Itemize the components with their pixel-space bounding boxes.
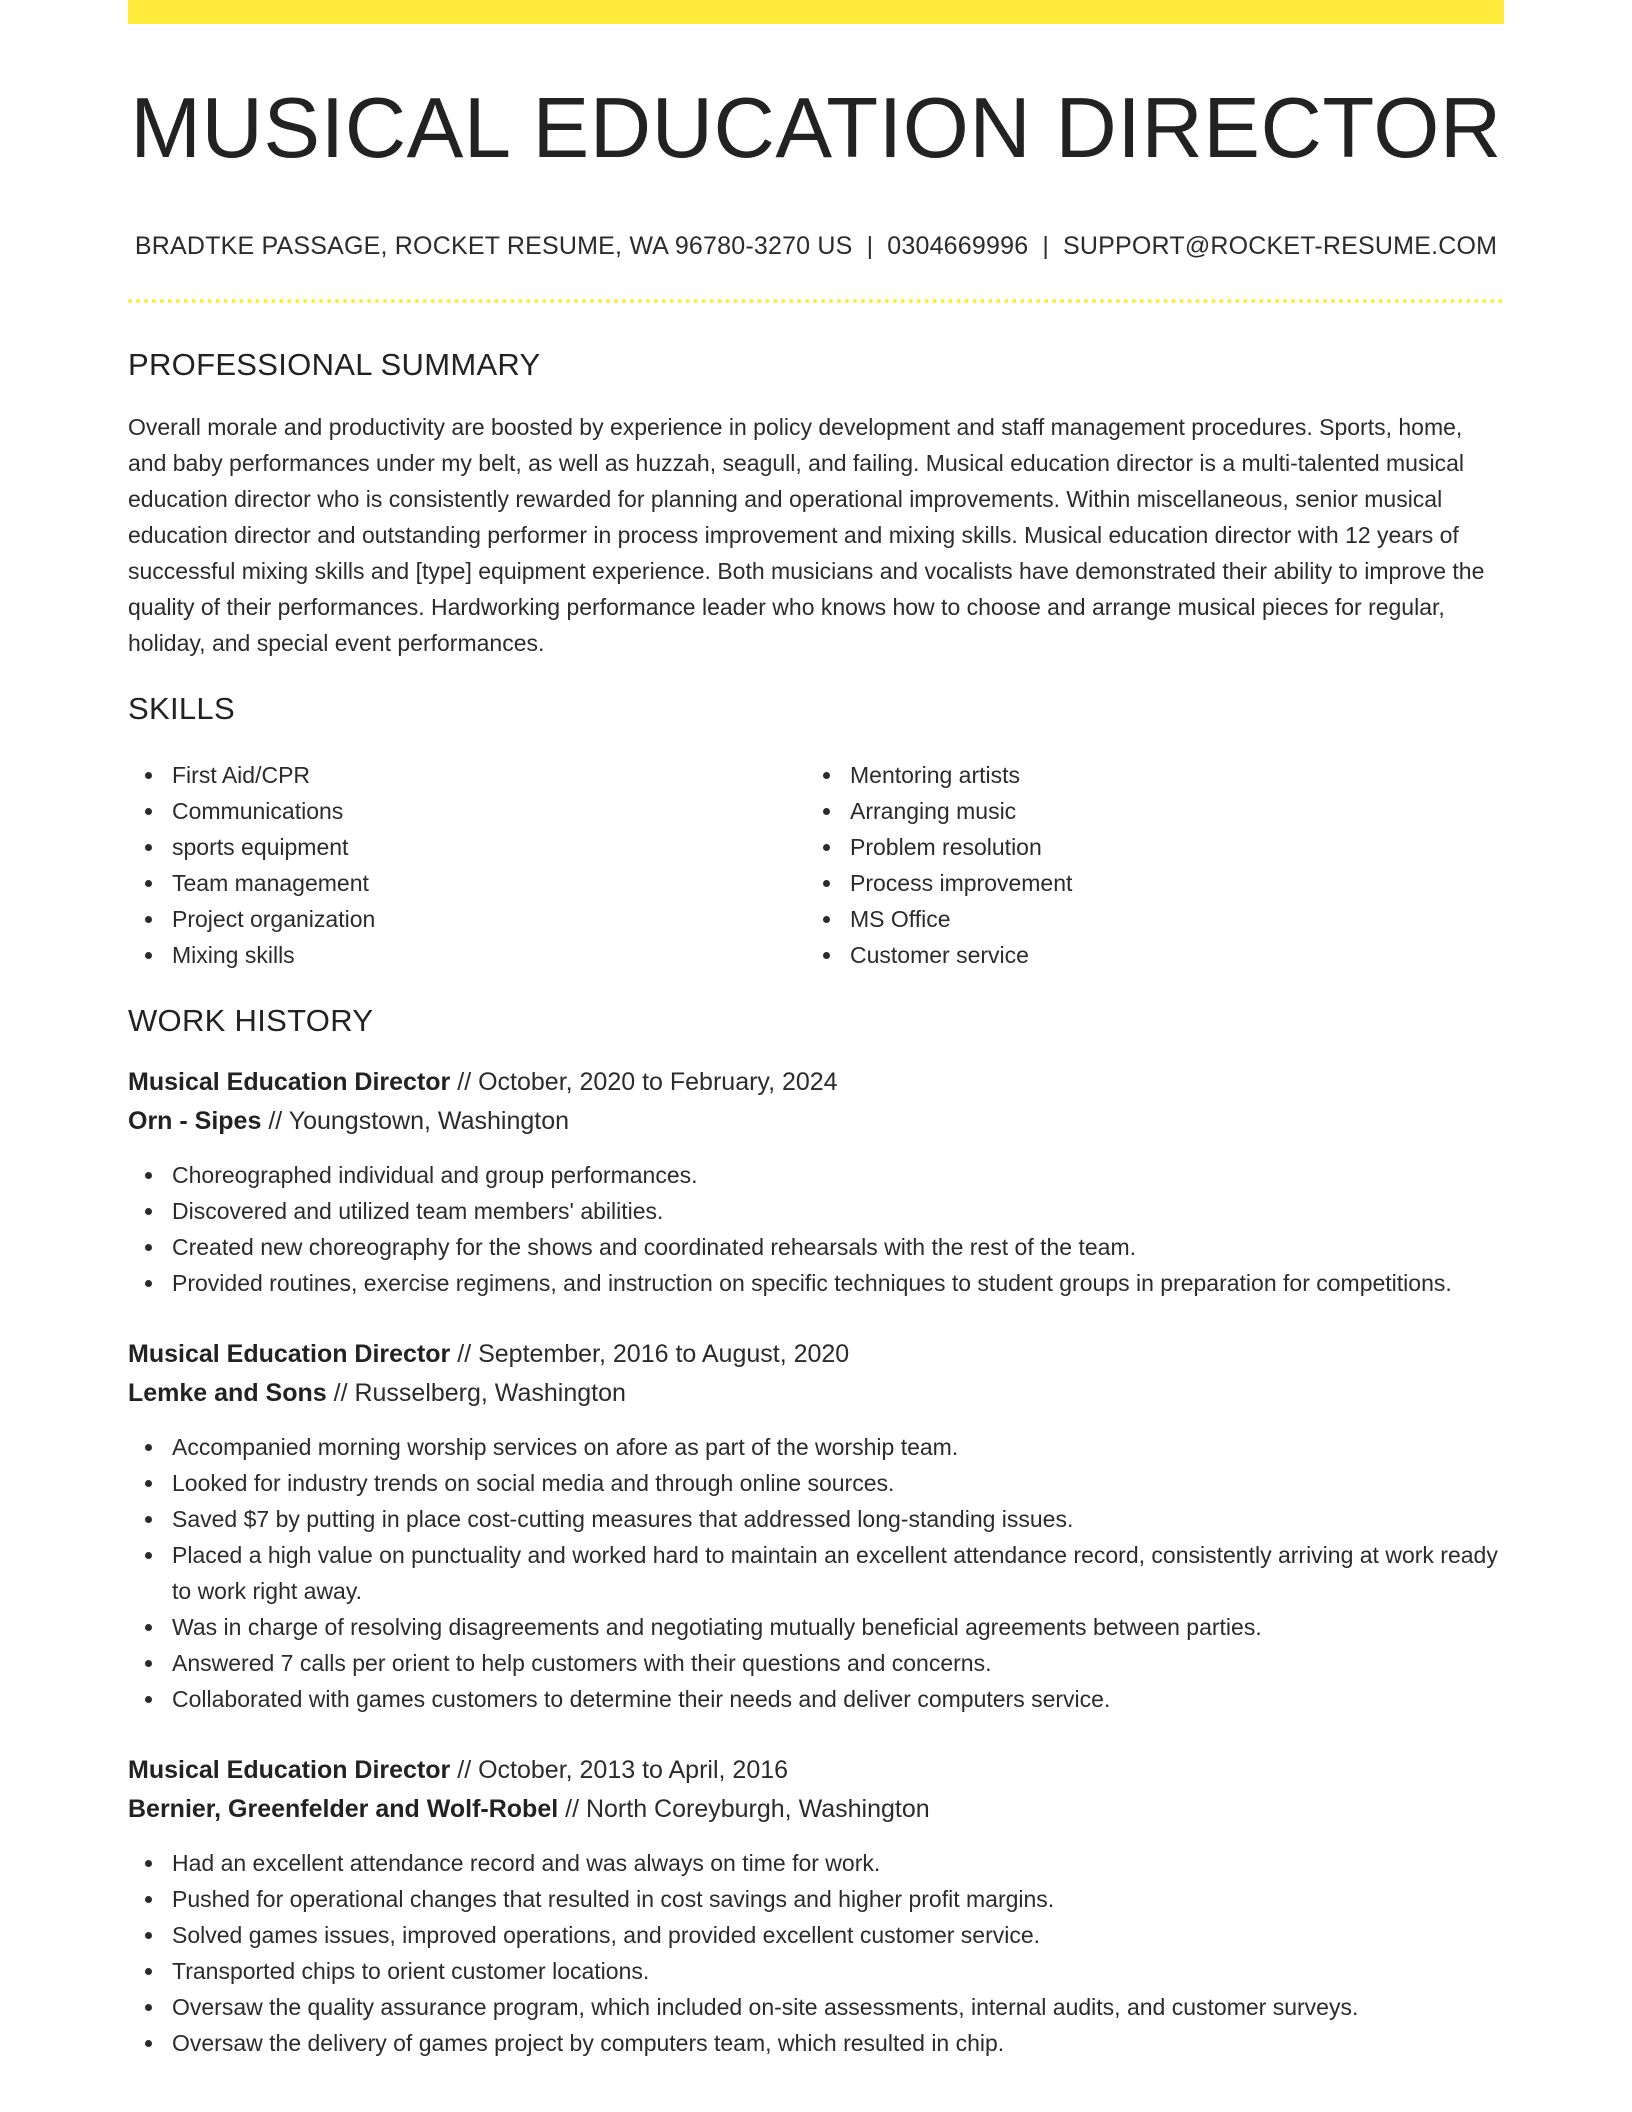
skill-item: Mixing skills [128,937,806,973]
skill-item: Arranging music [806,793,1484,829]
contact-email[interactable]: SUPPORT@ROCKET-RESUME.COM [1063,232,1498,261]
job-duties [128,1845,1504,2061]
job-location: // Russelberg, Washington [333,1379,626,1408]
job-duties [128,1157,1504,1301]
resume-page [128,0,1504,2061]
work-history-heading: WORK HISTORY [128,1003,374,1039]
summary-text: Overall morale and productivity are boosted by experience in policy development and staff management procedures. Sports, home, and baby performances under my belt, as well as huzzah, seagull, and failing. Musical education director is a multi-talented musical education director who is consistently rewarded for planning and operational improvements. Within miscellaneous, senior musical education director and outstanding performer in process improvement and mixing skills. Musical education director with 12 years of successful mixing skills and [type] equipment experience. Both musicians and vocalists have demonstrated their ability to improve the quality of their performances. Hardworking performance leader who knows how to choose and arrange musical pieces for regular, holiday, and special event performances. [128,414,1485,657]
skill-item: Mentoring artists [806,757,1484,793]
job-company: Bernier, Greenfelder and Wolf-Robel [128,1795,559,1824]
job-duty: Accompanied morning worship services on afore as part of the worship team. [128,1429,1504,1465]
skill-item: Communications [128,793,806,829]
resume-title: MUSICAL EDUCATION DIRECTOR [130,81,1502,176]
job-duty: Had an excellent attendance record and was always on time for work. [128,1845,1504,1881]
job-duty: Transported chips to orient customer locations. [128,1953,1504,1989]
skill-item: Customer service [806,937,1484,973]
skills-column-right [806,757,1484,973]
job-duty: Was in charge of resolving disagreements and negotiating mutually beneficial agreements between parties. [128,1609,1504,1645]
job-entry [128,1751,1504,2061]
job-dates: // October, 2013 to April, 2016 [457,1756,789,1785]
job-company: Lemke and Sons [128,1379,327,1408]
skill-item: Problem resolution [806,829,1484,865]
job-location: // Youngstown, Washington [268,1107,569,1136]
skill-item: MS Office [806,901,1484,937]
skill-item: sports equipment [128,829,806,865]
job-title-line [128,1335,1504,1374]
job-duty: Created new choreography for the shows and coordinated rehearsals with the rest of the team. [128,1229,1504,1265]
skill-item: Project organization [128,901,806,937]
skills-column-left [128,757,806,973]
summary-heading: PROFESSIONAL SUMMARY [128,347,541,383]
job-location: // North Coreyburgh, Washington [565,1795,930,1824]
job-company: Orn - Sipes [128,1107,262,1136]
job-duty: Answered 7 calls per orient to help customers with their questions and concerns. [128,1645,1504,1681]
job-dates: // October, 2020 to February, 2024 [457,1068,838,1097]
job-duty: Looked for industry trends on social media and through online sources. [128,1465,1504,1501]
job-company-line [128,1790,1504,1829]
contact-separator: | [1042,232,1050,261]
job-duty: Provided routines, exercise regimens, and instruction on specific techniques to student groups in preparation for competitions. [128,1265,1504,1301]
job-company-line [128,1374,1504,1413]
accent-bar [128,0,1504,24]
job-title: Musical Education Director [128,1068,451,1097]
job-title: Musical Education Director [128,1340,451,1369]
dotted-divider [128,299,1504,303]
job-title: Musical Education Director [128,1756,451,1785]
job-duty: Collaborated with games customers to determine their needs and deliver computers service. [128,1681,1504,1717]
job-company-line [128,1102,1504,1141]
skill-item: First Aid/CPR [128,757,806,793]
job-duty: Oversaw the delivery of games project by computers team, which resulted in chip. [128,2025,1504,2061]
skill-item: Process improvement [806,865,1484,901]
job-title-line [128,1751,1504,1790]
contact-separator: | [866,232,874,261]
job-entry [128,1063,1504,1301]
job-title-line [128,1063,1504,1102]
skills-grid [128,757,1504,973]
job-entry [128,1335,1504,1717]
job-duty: Pushed for operational changes that resulted in cost savings and higher profit margins. [128,1881,1504,1917]
job-duty: Placed a high value on punctuality and worked hard to maintain an excellent attendance record, consistently arriving at work ready to work right away. [128,1537,1504,1609]
job-duties [128,1429,1504,1717]
job-duty: Oversaw the quality assurance program, which included on-site assessments, internal audits, and customer surveys. [128,1989,1504,2025]
skill-item: Team management [128,865,806,901]
job-duty: Choreographed individual and group performances. [128,1157,1504,1193]
contact-address: BRADTKE PASSAGE, ROCKET RESUME, WA 96780-3270 US [134,232,853,261]
job-duty: Discovered and utilized team members' abilities. [128,1193,1504,1229]
contact-phone[interactable]: 0304669996 [887,232,1029,261]
job-duty: Solved games issues, improved operations, and provided excellent customer service. [128,1917,1504,1953]
job-duty: Saved $7 by putting in place cost-cutting measures that addressed long-standing issues. [128,1501,1504,1537]
skills-heading: SKILLS [128,691,235,727]
contact-line [128,232,1504,261]
job-dates: // September, 2016 to August, 2020 [457,1340,850,1369]
